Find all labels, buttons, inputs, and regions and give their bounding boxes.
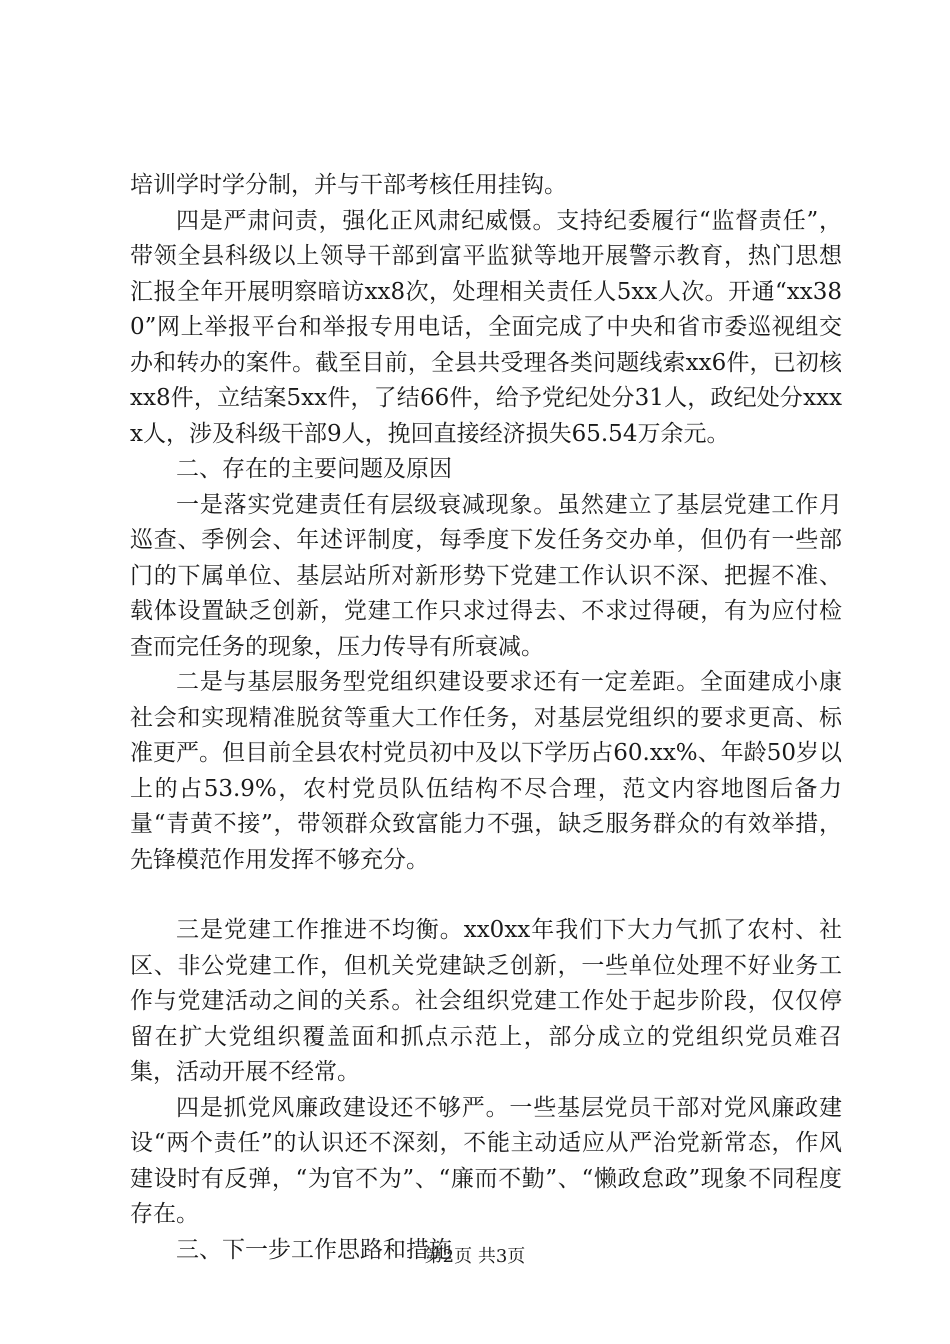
- section-heading-problems: 二、存在的主要问题及原因: [176, 456, 452, 482]
- paragraph-problem-3: 三是党建工作推进不均衡。xx0xx年我们下大力气抓了农村、社区、非公党建工作，但机关党建缺乏创新，一些单位处理不好业务工作与党建活动之间的关系。社会组织党建工作处于起步阶段，仅仅停留在扩大党组织覆盖面和抓点示范上，部分成立的党组织党员难召集，活动开展不经常。: [130, 917, 842, 1085]
- paragraph-problem-4: 四是抓党风廉政建设还不够严。一些基层党员干部对党风廉政建设“两个责任”的认识还不深刻，不能主动适应从严治党新常态，作风建设时有反弹，“为官不为”、“廉而不勤”、“懒政怠政”现象不同程度存在。: [130, 1094, 842, 1227]
- page-footer: [0, 1242, 950, 1268]
- paragraph-continuation: 培训学时学分制，并与干部考核任用挂钩。: [130, 172, 567, 198]
- paragraph-accountability: 四是严肃问责，强化正风肃纪威慑。支持纪委履行“监督责任”，带领全县科级以上领导干部到富平监狱等地开展警示教育，热门思想汇报全年开展明察暗访xx8次，处理相关责任人5xx人次。开通“xx380”网上举报平台和举报专用电话，全面完成了中央和省市委巡视组交办和转办的案件。截至目前，全县共受理各类问题线索xx6件，已初核xx8件，立结案5xx件，了结66件，给予党纪处分31人，政纪处分xxxx人，涉及科级干部9人，挽回直接经济损失65.54万余元。: [130, 207, 842, 447]
- section-heading-next-steps: 三、下一步工作思路和措施: [176, 1236, 452, 1263]
- paragraph-problem-1: 一是落实党建责任有层级衰减现象。虽然建立了基层党建工作月巡查、季例会、年述评制度，每季度下发任务交办单，但仍有一些部门的下属单位、基层站所对新形势下党建工作认识不深、把握不准、载体设置缺乏创新，党建工作只求过得去、不求过得硬，有为应付检查而完任务的现象，压力传导有所衰减。: [130, 491, 842, 660]
- page-number-label: 第2页 共3页: [424, 1246, 526, 1267]
- paragraph-problem-2: 二是与基层服务型党组织建设要求还有一定差距。全面建成小康社会和实现精准脱贫等重大工作任务，对基层党组织的要求更高、标准更严。但目前全县农村党员初中及以下学历占60.xx%、年龄50岁以上的占53.9%，农村党员队伍结构不尽合理，范文内容地图后备力量“青黄不接”，带领群众致富能力不强，缺乏服务群众的有效举措，先锋模范作用发挥不够充分。: [130, 669, 842, 873]
- document-body: [130, 168, 842, 1268]
